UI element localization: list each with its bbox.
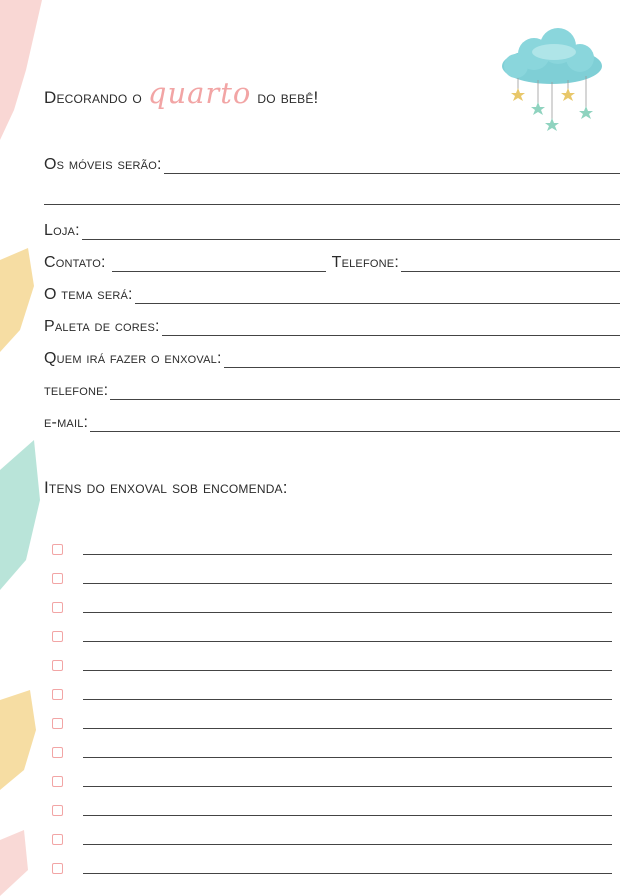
cloud-icon	[502, 28, 602, 84]
list-item-line[interactable]	[83, 629, 612, 642]
field-tema	[44, 282, 620, 304]
list-item-line[interactable]	[83, 571, 612, 584]
field-moveis-line-2[interactable]	[44, 204, 620, 205]
field-paleta	[44, 314, 620, 336]
checkbox-icon[interactable]	[52, 718, 63, 729]
list-item	[52, 729, 612, 758]
field-paleta-label: Paleta de cores:	[44, 318, 160, 335]
checkbox-icon[interactable]	[52, 573, 63, 584]
page-title	[44, 76, 318, 110]
field-telefone	[44, 378, 620, 400]
field-email-line[interactable]	[90, 417, 620, 432]
field-moveis-line[interactable]	[164, 159, 620, 174]
list-item	[52, 584, 612, 613]
field-enxoval	[44, 346, 620, 368]
field-loja	[44, 218, 620, 240]
list-item-line[interactable]	[83, 774, 612, 787]
list-item	[52, 758, 612, 787]
field-tema-line[interactable]	[135, 289, 620, 304]
title-before: Decorando o	[44, 88, 142, 107]
field-email	[44, 410, 620, 432]
checkbox-icon[interactable]	[52, 834, 63, 845]
section-title: Itens do enxoval sob encomenda:	[44, 478, 288, 497]
field-contato-line[interactable]	[112, 257, 326, 272]
list-item	[52, 671, 612, 700]
field-loja-line[interactable]	[82, 225, 620, 240]
list-item	[52, 787, 612, 816]
list-item	[52, 555, 612, 584]
checkbox-icon[interactable]	[52, 544, 63, 555]
field-contato-telefone	[44, 250, 620, 272]
checkbox-icon[interactable]	[52, 747, 63, 758]
list-item	[52, 816, 612, 845]
list-item-line[interactable]	[83, 861, 612, 874]
field-telefone-loja-label: Telefone:	[331, 254, 399, 271]
field-telefone-label: telefone:	[44, 382, 109, 399]
title-script-word: quarto	[147, 76, 252, 110]
field-paleta-line[interactable]	[162, 321, 620, 336]
list-item-line[interactable]	[83, 600, 612, 613]
list-item	[52, 526, 612, 555]
title-after: do bebê!	[257, 88, 319, 107]
field-tema-label: O tema será:	[44, 286, 133, 303]
list-item	[52, 700, 612, 729]
list-item	[52, 613, 612, 642]
list-item	[52, 642, 612, 671]
field-email-label: e-mail:	[44, 414, 89, 431]
list-item-line[interactable]	[83, 803, 612, 816]
field-moveis	[44, 152, 620, 174]
list-item-line[interactable]	[83, 687, 612, 700]
field-loja-label: Loja:	[44, 222, 80, 239]
list-item-line[interactable]	[83, 745, 612, 758]
field-enxoval-line[interactable]	[224, 353, 620, 368]
decorative-watercolor-stripe	[0, 0, 60, 896]
checkbox-icon[interactable]	[52, 602, 63, 613]
checkbox-icon[interactable]	[52, 631, 63, 642]
checkbox-icon[interactable]	[52, 660, 63, 671]
field-telefone-loja-line[interactable]	[401, 257, 620, 272]
list-item	[52, 845, 612, 874]
checkbox-icon[interactable]	[52, 689, 63, 700]
checkbox-icon[interactable]	[52, 805, 63, 816]
list-item-line[interactable]	[83, 832, 612, 845]
checkbox-icon[interactable]	[52, 776, 63, 787]
field-telefone-line[interactable]	[110, 385, 620, 400]
cloud-mobile-illustration	[492, 22, 612, 140]
checklist	[52, 526, 612, 874]
list-item-line[interactable]	[83, 716, 612, 729]
field-contato-label: Contato:	[44, 254, 106, 271]
checkbox-icon[interactable]	[52, 863, 63, 874]
field-moveis-label: Os móveis serão:	[44, 156, 162, 173]
list-item-line[interactable]	[83, 658, 612, 671]
list-item-line[interactable]	[83, 542, 612, 555]
field-enxoval-label: Quem irá fazer o enxoval:	[44, 350, 222, 367]
